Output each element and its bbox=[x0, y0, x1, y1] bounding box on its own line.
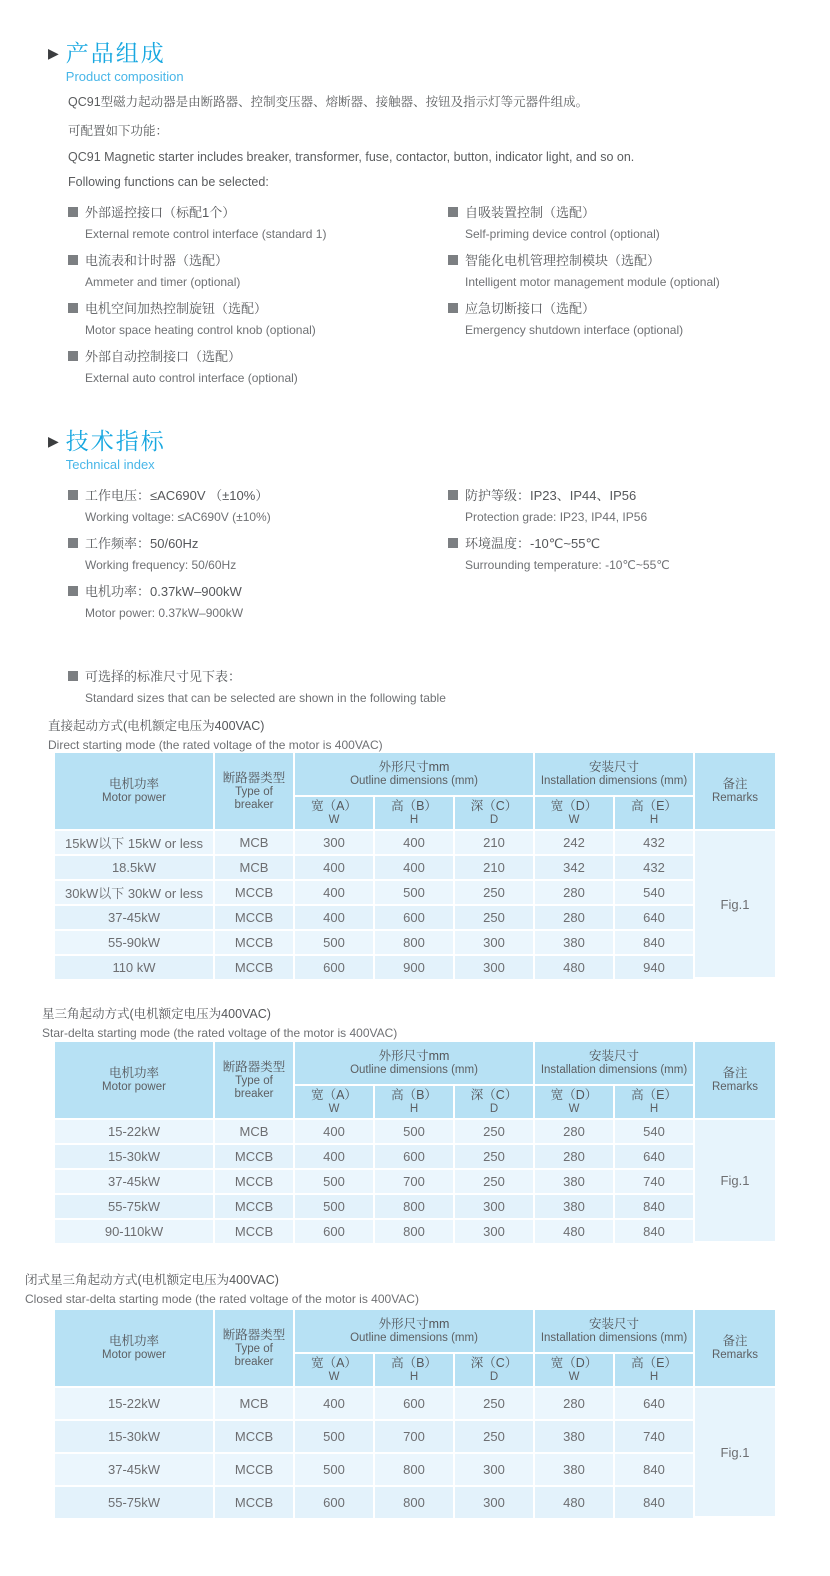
bullet-square-icon bbox=[68, 586, 78, 596]
spec-item bbox=[448, 533, 828, 572]
cell-depth-c: 250 bbox=[455, 1421, 533, 1452]
table-caption-en: Direct starting mode (the rated voltage of the motor is 400VAC) bbox=[48, 738, 383, 752]
feature-label-zh: 外部遥控接口（标配1个） bbox=[85, 205, 236, 220]
cell-depth-c: 250 bbox=[455, 1145, 533, 1168]
cell-height-e: 840 bbox=[615, 1487, 693, 1518]
cell-breaker-type: MCCB bbox=[215, 1454, 293, 1485]
cell-width-d: 342 bbox=[535, 856, 613, 879]
feature-item bbox=[68, 298, 448, 337]
paragraph: QC91 Magnetic starter includes breaker, transformer, fuse, contactor, button, indicator light, and so on. bbox=[68, 150, 635, 164]
cell-height-b: 400 bbox=[375, 856, 453, 879]
cell-motor-power: 15kW以下 15kW or less bbox=[55, 831, 213, 854]
cell-motor-power: 15-22kW bbox=[55, 1120, 213, 1143]
feature-label-zh: 智能化电机管理控制模块（选配） bbox=[465, 253, 661, 268]
cell-breaker-type: MCB bbox=[215, 1120, 293, 1143]
cell-height-e: 840 bbox=[615, 1220, 693, 1243]
cell-motor-power: 55-75kW bbox=[55, 1195, 213, 1218]
cell-width-a: 500 bbox=[295, 931, 373, 954]
table-row bbox=[55, 1170, 775, 1193]
header-depth-c: 深（C） D bbox=[455, 797, 533, 829]
table-row bbox=[55, 1120, 775, 1143]
cell-height-e: 640 bbox=[615, 1145, 693, 1168]
table-row bbox=[55, 906, 775, 929]
cell-motor-power: 55-75kW bbox=[55, 1487, 213, 1518]
header-width-a: 宽（A） W bbox=[295, 1354, 373, 1386]
cell-depth-c: 300 bbox=[455, 931, 533, 954]
header-installation-dimensions: 安装尺寸 Installation dimensions (mm) bbox=[535, 1310, 693, 1352]
cell-width-d: 380 bbox=[535, 1421, 613, 1452]
header-remarks: 备注 Remarks bbox=[695, 753, 775, 829]
header-motor-power: 电机功率 Motor power bbox=[55, 753, 213, 829]
remarks-value: Fig.1 bbox=[695, 1120, 775, 1241]
paragraph: Following functions can be selected: bbox=[68, 175, 269, 189]
table-body bbox=[55, 831, 775, 979]
features-right-column bbox=[448, 202, 828, 346]
spec-label-en: Working frequency: 50/60Hz bbox=[85, 558, 237, 572]
cell-width-a: 600 bbox=[295, 956, 373, 979]
section-title: 技术指标 bbox=[65, 428, 166, 454]
feature-label-zh: 自吸装置控制（选配） bbox=[465, 205, 596, 220]
table-row bbox=[55, 881, 775, 904]
bullet-square-icon bbox=[448, 207, 458, 217]
cell-height-b: 600 bbox=[375, 906, 453, 929]
section-title: 产品组成 bbox=[65, 40, 166, 66]
cell-height-e: 540 bbox=[615, 881, 693, 904]
header-depth-c: 深（C） D bbox=[455, 1354, 533, 1386]
cell-height-e: 640 bbox=[615, 1388, 693, 1419]
cell-height-b: 600 bbox=[375, 1388, 453, 1419]
cell-width-a: 600 bbox=[295, 1487, 373, 1518]
cell-width-d: 380 bbox=[535, 1454, 613, 1485]
table-row bbox=[55, 831, 775, 854]
spec-label-en: Surrounding temperature: -10℃~55℃ bbox=[465, 558, 670, 572]
header-remarks: 备注 Remarks bbox=[695, 1310, 775, 1386]
header-installation-dimensions: 安装尺寸 Installation dimensions (mm) bbox=[535, 753, 693, 795]
spec-label-en: Protection grade: IP23, IP44, IP56 bbox=[465, 510, 648, 524]
table-caption bbox=[42, 1004, 397, 1040]
feature-label-en: External remote control interface (standard 1) bbox=[85, 227, 327, 241]
table-caption-en: Closed star-delta starting mode (the rated voltage of the motor is 400VAC) bbox=[25, 1292, 419, 1306]
feature-label-en: Ammeter and timer (optional) bbox=[85, 275, 241, 289]
header-installation-dimensions: 安装尺寸 Installation dimensions (mm) bbox=[535, 1042, 693, 1084]
feature-item bbox=[68, 250, 448, 289]
cell-width-d: 480 bbox=[535, 1487, 613, 1518]
header-depth-c: 深（C） D bbox=[455, 1086, 533, 1118]
cell-motor-power: 110 kW bbox=[55, 956, 213, 979]
cell-breaker-type: MCCB bbox=[215, 1145, 293, 1168]
header-height-e: 高（E） H bbox=[615, 1086, 693, 1118]
feature-label-en: Emergency shutdown interface (optional) bbox=[465, 323, 684, 337]
cell-height-b: 500 bbox=[375, 1120, 453, 1143]
cell-height-e: 840 bbox=[615, 931, 693, 954]
table-row bbox=[55, 931, 775, 954]
feature-label-zh: 应急切断接口（选配） bbox=[465, 301, 596, 316]
section-arrow-icon: ▶ bbox=[48, 433, 59, 449]
feature-label-zh: 电机空间加热控制旋钮（选配） bbox=[85, 301, 268, 316]
cell-height-e: 432 bbox=[615, 831, 693, 854]
bullet-square-icon bbox=[448, 303, 458, 313]
cell-height-e: 740 bbox=[615, 1170, 693, 1193]
table-row bbox=[55, 1195, 775, 1218]
cell-breaker-type: MCCB bbox=[215, 881, 293, 904]
header-height-e: 高（E） H bbox=[615, 797, 693, 829]
header-height-b: 高（B） H bbox=[375, 1354, 453, 1386]
header-outline-dimensions: 外形尺寸mm Outline dimensions (mm) bbox=[295, 1310, 533, 1352]
cell-width-a: 600 bbox=[295, 1220, 373, 1243]
cell-height-e: 640 bbox=[615, 906, 693, 929]
features-left-column bbox=[68, 202, 448, 394]
cell-width-a: 500 bbox=[295, 1170, 373, 1193]
table-row bbox=[55, 1145, 775, 1168]
cell-motor-power: 90-110kW bbox=[55, 1220, 213, 1243]
header-outline-dimensions: 外形尺寸mm Outline dimensions (mm) bbox=[295, 753, 533, 795]
cell-motor-power: 30kW以下 30kW or less bbox=[55, 881, 213, 904]
table-header bbox=[55, 753, 775, 829]
table-caption bbox=[48, 716, 383, 752]
section-technical-index-heading bbox=[48, 428, 166, 472]
bullet-square-icon bbox=[68, 303, 78, 313]
cell-width-a: 400 bbox=[295, 1145, 373, 1168]
cell-width-a: 300 bbox=[295, 831, 373, 854]
header-width-d: 宽（D） W bbox=[535, 1354, 613, 1386]
header-height-e: 高（E） H bbox=[615, 1354, 693, 1386]
cell-width-d: 480 bbox=[535, 956, 613, 979]
header-breaker-type: 断路器类型 Type of breaker bbox=[215, 1042, 293, 1118]
cell-depth-c: 250 bbox=[455, 906, 533, 929]
cell-width-a: 400 bbox=[295, 1388, 373, 1419]
cell-depth-c: 210 bbox=[455, 831, 533, 854]
cell-width-a: 500 bbox=[295, 1195, 373, 1218]
cell-depth-c: 300 bbox=[455, 1220, 533, 1243]
section-product-composition-heading bbox=[48, 40, 184, 84]
table-header bbox=[55, 1042, 775, 1118]
header-height-b: 高（B） H bbox=[375, 797, 453, 829]
cell-width-d: 280 bbox=[535, 881, 613, 904]
cell-breaker-type: MCCB bbox=[215, 956, 293, 979]
cell-height-b: 400 bbox=[375, 831, 453, 854]
cell-height-e: 840 bbox=[615, 1195, 693, 1218]
note-zh: 可选择的标准尺寸见下表： bbox=[85, 669, 242, 684]
cell-height-b: 800 bbox=[375, 931, 453, 954]
cell-width-d: 380 bbox=[535, 931, 613, 954]
header-motor-power: 电机功率 Motor power bbox=[55, 1042, 213, 1118]
cell-motor-power: 15-22kW bbox=[55, 1388, 213, 1419]
cell-depth-c: 250 bbox=[455, 1388, 533, 1419]
cell-depth-c: 300 bbox=[455, 1195, 533, 1218]
table-row bbox=[55, 956, 775, 979]
cell-height-e: 840 bbox=[615, 1454, 693, 1485]
cell-depth-c: 300 bbox=[455, 1454, 533, 1485]
cell-depth-c: 300 bbox=[455, 1487, 533, 1518]
table-caption bbox=[25, 1270, 419, 1306]
feature-label-zh: 外部自动控制接口（选配） bbox=[85, 349, 242, 364]
cell-height-b: 800 bbox=[375, 1195, 453, 1218]
cell-height-e: 432 bbox=[615, 856, 693, 879]
cell-width-d: 380 bbox=[535, 1170, 613, 1193]
cell-motor-power: 18.5kW bbox=[55, 856, 213, 879]
spec-item bbox=[68, 533, 448, 572]
feature-item bbox=[448, 250, 828, 289]
feature-item bbox=[448, 202, 828, 241]
table-caption-en: Star-delta starting mode (the rated voltage of the motor is 400VAC) bbox=[42, 1026, 398, 1040]
cell-breaker-type: MCCB bbox=[215, 931, 293, 954]
cell-breaker-type: MCCB bbox=[215, 1195, 293, 1218]
bullet-square-icon bbox=[448, 538, 458, 548]
feature-label-en: External auto control interface (optional) bbox=[85, 371, 298, 385]
spec-label-en: Motor power: 0.37kW–900kW bbox=[85, 606, 244, 620]
bullet-square-icon bbox=[448, 490, 458, 500]
star-delta-table bbox=[55, 1042, 775, 1245]
section-arrow-icon: ▶ bbox=[48, 45, 59, 61]
spec-item bbox=[68, 581, 448, 620]
table-row bbox=[55, 1454, 775, 1485]
spec-label-zh: 工作电压：≤AC690V （±10%） bbox=[85, 488, 269, 503]
feature-item bbox=[448, 298, 828, 337]
cell-motor-power: 15-30kW bbox=[55, 1145, 213, 1168]
header-height-b: 高（B） H bbox=[375, 1086, 453, 1118]
paragraph: QC91型磁力起动器是由断路器、控制变压器、熔断器、接触器、按钮及指示灯等元器件组成。 bbox=[68, 95, 589, 109]
table-row bbox=[55, 1220, 775, 1243]
cell-motor-power: 55-90kW bbox=[55, 931, 213, 954]
cell-width-a: 400 bbox=[295, 1120, 373, 1143]
header-breaker-type: 断路器类型 Type of breaker bbox=[215, 1310, 293, 1386]
table-row bbox=[55, 856, 775, 879]
cell-breaker-type: MCCB bbox=[215, 1421, 293, 1452]
table-caption-zh: 星三角起动方式(电机额定电压为400VAC) bbox=[42, 1007, 271, 1021]
cell-depth-c: 210 bbox=[455, 856, 533, 879]
cell-height-b: 500 bbox=[375, 881, 453, 904]
cell-height-e: 540 bbox=[615, 1120, 693, 1143]
cell-height-b: 800 bbox=[375, 1220, 453, 1243]
cell-breaker-type: MCB bbox=[215, 831, 293, 854]
header-width-a: 宽（A） W bbox=[295, 1086, 373, 1118]
cell-depth-c: 250 bbox=[455, 1170, 533, 1193]
table-row bbox=[55, 1421, 775, 1452]
cell-width-d: 380 bbox=[535, 1195, 613, 1218]
cell-width-d: 280 bbox=[535, 1388, 613, 1419]
cell-width-d: 280 bbox=[535, 1145, 613, 1168]
bullet-square-icon bbox=[68, 207, 78, 217]
table-caption-zh: 直接起动方式(电机额定电压为400VAC) bbox=[48, 719, 265, 733]
bullet-square-icon bbox=[68, 490, 78, 500]
cell-height-b: 700 bbox=[375, 1170, 453, 1193]
cell-breaker-type: MCCB bbox=[215, 1170, 293, 1193]
section-subtitle: Technical index bbox=[65, 457, 155, 472]
feature-item bbox=[68, 202, 448, 241]
cell-motor-power: 37-45kW bbox=[55, 906, 213, 929]
cell-width-a: 500 bbox=[295, 1421, 373, 1452]
section-subtitle: Product composition bbox=[65, 69, 184, 84]
header-outline-dimensions: 外形尺寸mm Outline dimensions (mm) bbox=[295, 1042, 533, 1084]
composition-intro bbox=[68, 92, 778, 200]
table-row bbox=[55, 1487, 775, 1518]
cell-width-a: 400 bbox=[295, 856, 373, 879]
cell-motor-power: 15-30kW bbox=[55, 1421, 213, 1452]
cell-depth-c: 300 bbox=[455, 956, 533, 979]
cell-breaker-type: MCCB bbox=[215, 906, 293, 929]
cell-depth-c: 250 bbox=[455, 881, 533, 904]
cell-width-d: 480 bbox=[535, 1220, 613, 1243]
spec-item bbox=[68, 485, 448, 524]
cell-width-d: 280 bbox=[535, 906, 613, 929]
cell-width-a: 400 bbox=[295, 906, 373, 929]
header-width-d: 宽（D） W bbox=[535, 797, 613, 829]
cell-breaker-type: MCCB bbox=[215, 1487, 293, 1518]
cell-motor-power: 37-45kW bbox=[55, 1454, 213, 1485]
cell-height-e: 940 bbox=[615, 956, 693, 979]
cell-width-a: 400 bbox=[295, 881, 373, 904]
cell-breaker-type: MCB bbox=[215, 1388, 293, 1419]
cell-height-b: 700 bbox=[375, 1421, 453, 1452]
spec-label-en: Working voltage: ≤AC690V (±10%) bbox=[85, 510, 271, 524]
spec-label-zh: 电机功率：0.37kW–900kW bbox=[85, 584, 242, 599]
cell-height-b: 800 bbox=[375, 1454, 453, 1485]
feature-label-en: Intelligent motor management module (optional) bbox=[465, 275, 720, 289]
bullet-square-icon bbox=[68, 671, 78, 681]
spec-label-zh: 工作频率：50/60Hz bbox=[85, 536, 199, 551]
table-header bbox=[55, 1310, 775, 1386]
cell-width-d: 280 bbox=[535, 1120, 613, 1143]
table-body bbox=[55, 1120, 775, 1243]
bullet-square-icon bbox=[448, 255, 458, 265]
remarks-value: Fig.1 bbox=[695, 1388, 775, 1516]
cell-depth-c: 250 bbox=[455, 1120, 533, 1143]
table-body bbox=[55, 1388, 775, 1518]
cell-height-b: 900 bbox=[375, 956, 453, 979]
cell-breaker-type: MCB bbox=[215, 856, 293, 879]
table-caption-zh: 闭式星三角起动方式(电机额定电压为400VAC) bbox=[25, 1273, 279, 1287]
cell-motor-power: 37-45kW bbox=[55, 1170, 213, 1193]
specs-right-column bbox=[448, 485, 828, 581]
paragraph: 可配置如下功能： bbox=[68, 124, 169, 138]
cell-height-b: 600 bbox=[375, 1145, 453, 1168]
cell-height-e: 740 bbox=[615, 1421, 693, 1452]
spec-label-zh: 环境温度：-10℃~55℃ bbox=[465, 536, 601, 551]
header-remarks: 备注 Remarks bbox=[695, 1042, 775, 1118]
note-en: Standard sizes that can be selected are shown in the following table bbox=[85, 691, 446, 705]
bullet-square-icon bbox=[68, 351, 78, 361]
bullet-square-icon bbox=[68, 538, 78, 548]
bullet-square-icon bbox=[68, 255, 78, 265]
remarks-value: Fig.1 bbox=[695, 831, 775, 977]
table-row bbox=[55, 1388, 775, 1419]
closed-star-delta-table bbox=[55, 1310, 775, 1520]
feature-item bbox=[68, 346, 448, 385]
spec-label-zh: 防护等级：IP23、IP44、IP56 bbox=[465, 488, 637, 503]
feature-label-en: Motor space heating control knob (optional) bbox=[85, 323, 316, 337]
direct-starting-table bbox=[55, 753, 775, 981]
cell-width-a: 500 bbox=[295, 1454, 373, 1485]
spec-item bbox=[448, 485, 828, 524]
cell-width-d: 242 bbox=[535, 831, 613, 854]
feature-label-zh: 电流表和计时器（选配） bbox=[85, 253, 229, 268]
header-width-a: 宽（A） W bbox=[295, 797, 373, 829]
cell-height-b: 800 bbox=[375, 1487, 453, 1518]
header-breaker-type: 断路器类型 Type of breaker bbox=[215, 753, 293, 829]
standard-sizes-note bbox=[68, 666, 768, 714]
header-motor-power: 电机功率 Motor power bbox=[55, 1310, 213, 1386]
header-width-d: 宽（D） W bbox=[535, 1086, 613, 1118]
specs-left-column bbox=[68, 485, 448, 629]
cell-breaker-type: MCCB bbox=[215, 1220, 293, 1243]
feature-label-en: Self-priming device control (optional) bbox=[465, 227, 660, 241]
